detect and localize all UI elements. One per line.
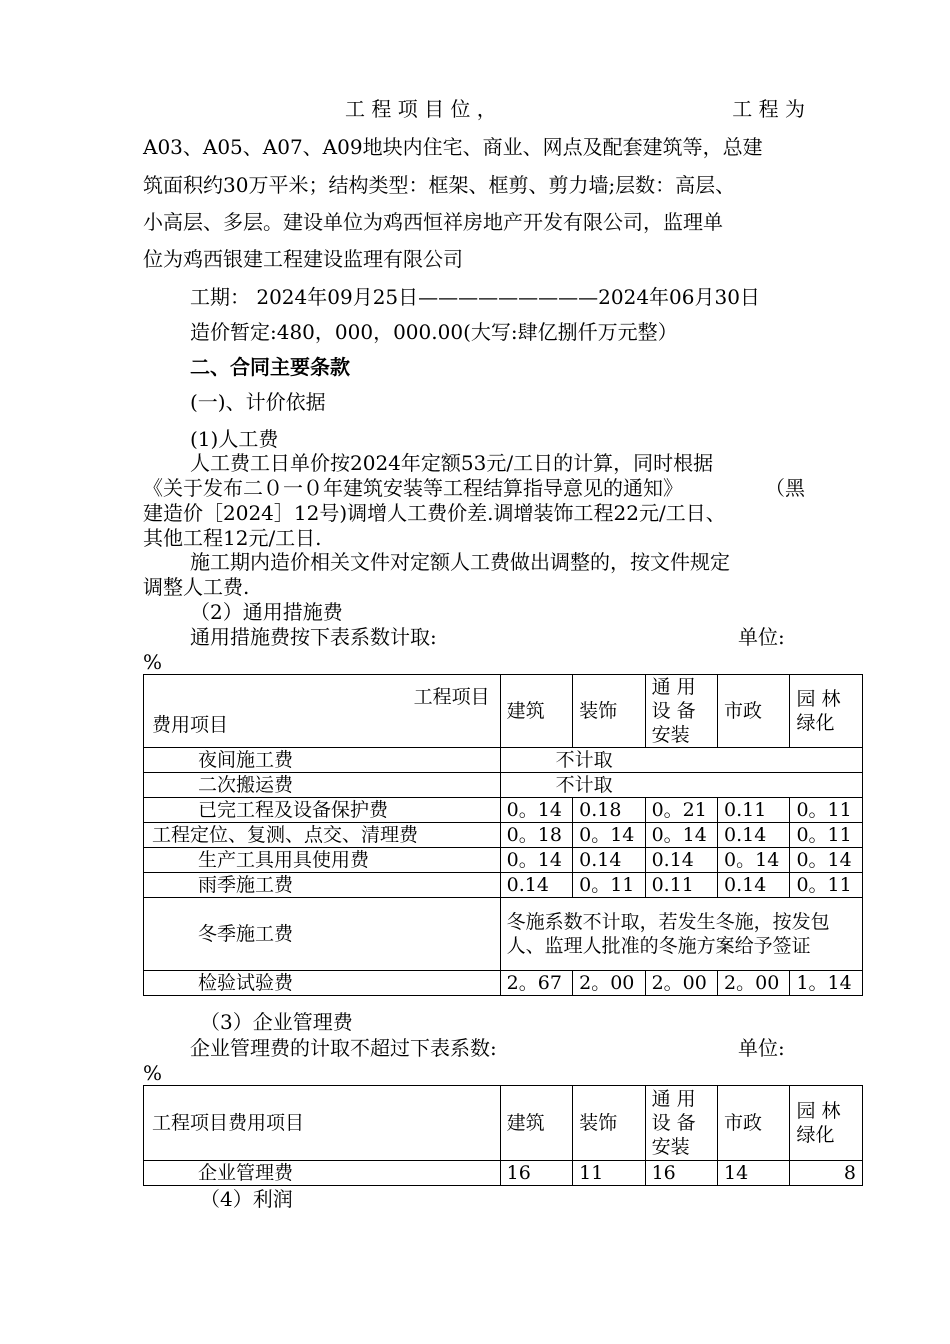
- cell-value: 11: [573, 1161, 645, 1186]
- labor-para1-line1: 人工费工日单价按2024年定额53元/工日的计算，同时根据: [190, 451, 714, 475]
- profit-title: （4）利润: [200, 1187, 293, 1211]
- row-merged-value: 不计取: [500, 773, 862, 798]
- intro-line-1-left: 工 程 项 目 位 ，: [345, 97, 497, 121]
- mgmt-header-first: 工程项目费用项目: [144, 1086, 501, 1161]
- cell-value: 0.14: [500, 873, 572, 898]
- intro-line-2: A03、A05、A07、A09地块内住宅、商业、网点及配套建筑等，总建: [143, 135, 763, 159]
- intro-line-5: 位为鸡西银建工程建设监理有限公司: [143, 247, 463, 271]
- mgmt-header-col-landscape: 园 林 绿化: [790, 1086, 863, 1161]
- mgmt-header-col-municipal: 市政: [718, 1086, 790, 1161]
- subsection-pricing-basis: (一)、计价依据: [190, 390, 326, 414]
- cell-value: 2。00: [573, 971, 645, 996]
- labor-para2-line2: 调整人工费.: [143, 575, 250, 599]
- table-row: [144, 971, 863, 996]
- cell-value: 0.11: [718, 798, 790, 823]
- labor-para1-line2-right: （黑: [765, 476, 805, 500]
- construction-period: 工期： 2024年09月25日—————————2024年06月30日: [190, 285, 760, 309]
- measures-unit-label: 单位:: [738, 625, 785, 649]
- cell-value: 2。00: [645, 971, 717, 996]
- measures-title: （2）通用措施费: [190, 600, 343, 624]
- labor-para1-line3: 建造价［2024］12号)调增人工费价差.调增装饰工程22元/工日、: [143, 501, 726, 525]
- cell-value: 14: [718, 1161, 790, 1186]
- header-col-municipal: 市政: [718, 675, 790, 748]
- table-row: [144, 823, 863, 848]
- row-merged-value: 冬施系数不计取，若发生冬施，按发包人、监理人批准的冬施方案给予签证: [500, 898, 862, 971]
- mgmt-title: （3）企业管理费: [200, 1010, 353, 1034]
- table-row: [144, 1161, 863, 1186]
- row-merged-value: 不计取: [500, 748, 862, 773]
- header-col-decoration: 装饰: [573, 675, 645, 748]
- cell-value: 0.14: [718, 823, 790, 848]
- cell-value: 0.18: [573, 798, 645, 823]
- mgmt-unit-value: %: [143, 1061, 163, 1085]
- mgmt-unit-label: 单位:: [738, 1036, 785, 1060]
- cell-value: 0。14: [645, 823, 717, 848]
- cell-value: 0。11: [790, 873, 863, 898]
- cell-value: 0。14: [500, 798, 572, 823]
- cell-value: 8: [790, 1161, 863, 1186]
- header-corner-bottom: 费用项目: [152, 714, 229, 736]
- measures-table: [143, 674, 863, 996]
- header-corner-top: 工程项目: [413, 686, 490, 708]
- row-name: 检验试验费: [144, 971, 501, 996]
- cell-value: 0。14: [573, 823, 645, 848]
- labor-para2-line1: 施工期内造价相关文件对定额人工费做出调整的，按文件规定: [190, 550, 730, 574]
- row-name: 冬季施工费: [144, 898, 501, 971]
- cell-value: 0。14: [790, 848, 863, 873]
- header-corner-cell: [144, 675, 501, 748]
- row-name: 雨季施工费: [144, 873, 501, 898]
- measures-table-header: [144, 675, 863, 748]
- row-name: 二次搬运费: [144, 773, 501, 798]
- cell-value: 1。14: [790, 971, 863, 996]
- intro-line-3: 筑面积约30万平米；结构类型：框架、框剪、剪力墙;层数：高层、: [143, 173, 736, 197]
- row-name: 企业管理费: [144, 1161, 501, 1186]
- cell-value: 0。14: [718, 848, 790, 873]
- cell-value: 16: [645, 1161, 717, 1186]
- labor-title: (1)人工费: [190, 427, 279, 451]
- table-row: [144, 873, 863, 898]
- intro-line-1-right: 工 程 为: [732, 97, 805, 121]
- row-name: 工程定位、复测、点交、清理费: [144, 823, 501, 848]
- measures-unit-value: %: [143, 650, 163, 674]
- mgmt-header-col-decoration: 装饰: [573, 1086, 645, 1161]
- mgmt-header-col-building: 建筑: [500, 1086, 572, 1161]
- cell-value: 16: [500, 1161, 572, 1186]
- cell-value: 0.14: [718, 873, 790, 898]
- table-row: [144, 773, 863, 798]
- labor-para1-line4: 其他工程12元/工日.: [143, 526, 322, 550]
- cell-value: 2。67: [500, 971, 572, 996]
- cell-value: 0.14: [645, 848, 717, 873]
- intro-line-4: 小高层、多层。建设单位为鸡西恒祥房地产开发有限公司，监理单: [143, 210, 723, 234]
- cell-value: 2。00: [718, 971, 790, 996]
- table-row: [144, 848, 863, 873]
- row-name: 夜间施工费: [144, 748, 501, 773]
- cell-value: 0。11: [790, 823, 863, 848]
- mgmt-table: [143, 1085, 863, 1186]
- section-2-title: 二、合同主要条款: [190, 355, 350, 379]
- row-name: 已完工程及设备保护费: [144, 798, 501, 823]
- labor-para1-line2-left: 《关于发布二０一０年建筑安装等工程结算指导意见的通知》: [143, 476, 683, 500]
- header-col-equipment: 通 用 设 备 安装: [645, 675, 717, 748]
- cell-value: 0。11: [790, 798, 863, 823]
- cell-value: 0.14: [573, 848, 645, 873]
- estimated-cost: 造价暂定:480，000，000.00(大写:肆亿捌仟万元整）: [190, 320, 678, 344]
- cell-value: 0。18: [500, 823, 572, 848]
- row-name: 生产工具用具使用费: [144, 848, 501, 873]
- cell-value: 0。11: [573, 873, 645, 898]
- labor-para1-line2: [143, 475, 805, 501]
- intro-line-1: [345, 96, 805, 122]
- table-row: [144, 748, 863, 773]
- header-col-landscape: 园 林 绿化: [790, 675, 863, 748]
- mgmt-desc: 企业管理费的计取不超过下表系数:: [190, 1036, 497, 1060]
- cell-value: 0.11: [645, 873, 717, 898]
- measures-desc: 通用措施费按下表系数计取:: [190, 625, 437, 649]
- table-row: [144, 798, 863, 823]
- cell-value: 0。21: [645, 798, 717, 823]
- mgmt-header-col-equipment: 通 用 设 备 安装: [645, 1086, 717, 1161]
- cell-value: 0。14: [500, 848, 572, 873]
- table-row: [144, 898, 863, 971]
- header-col-building: 建筑: [500, 675, 572, 748]
- mgmt-table-header: [144, 1086, 863, 1161]
